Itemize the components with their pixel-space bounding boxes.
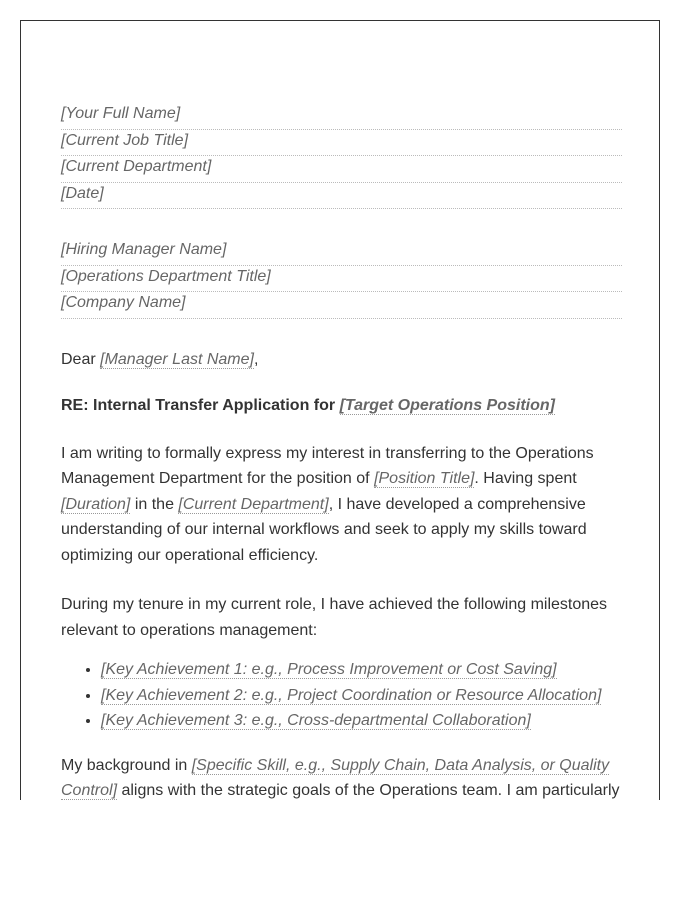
subject-prefix: RE: Internal Transfer Application for — [61, 396, 340, 414]
recipient-manager-name[interactable]: [Hiring Manager Name] — [61, 241, 227, 258]
achievements-list — [61, 657, 622, 734]
para1-position-title[interactable]: [Position Title] — [374, 470, 475, 487]
recipient-company-line — [61, 292, 622, 319]
para3-text-2: aligns with the strategic goals of the Operations team. I am particularly — [117, 782, 620, 799]
recipient-company[interactable]: [Company Name] — [61, 294, 186, 311]
spacer — [61, 209, 622, 239]
sender-name-line — [61, 103, 622, 130]
list-item — [101, 657, 622, 683]
achievement-2[interactable]: [Key Achievement 2: e.g., Project Coordination or Resource Allocation] — [101, 686, 602, 704]
para1-text-3: in the — [130, 495, 179, 513]
salutation — [61, 349, 622, 371]
recipient-department-line — [61, 266, 622, 293]
letter-date[interactable]: [Date] — [61, 184, 104, 202]
subject-line — [61, 395, 622, 417]
salutation-suffix: , — [253, 350, 259, 368]
para1-text-4: , I have developed a comprehensive understanding of our internal workflows and seek to apply my skills toward optimizing our operational efficiency. — [61, 495, 587, 564]
sender-block — [61, 103, 622, 209]
salutation-prefix: Dear — [61, 350, 101, 368]
recipient-name-line — [61, 239, 622, 266]
para1-text-1: I am writing to formally express my interest in transferring to the Operations Management Department for the position of — [61, 444, 594, 487]
achievement-3[interactable]: [Key Achievement 3: e.g., Cross-departmental Collaboration] — [101, 712, 531, 729]
sender-department-line — [61, 156, 622, 183]
list-item — [101, 683, 622, 709]
para3-text-1: My background in — [61, 756, 192, 774]
para1-duration[interactable]: [Duration] — [61, 495, 131, 513]
sender-job-title[interactable]: [Current Job Title] — [61, 131, 189, 149]
letter-body — [61, 103, 622, 800]
recipient-department-title[interactable]: [Operations Department Title] — [61, 267, 271, 285]
subject-position[interactable]: [Target Operations Position] — [339, 396, 555, 414]
paragraph-intro — [61, 441, 622, 569]
recipient-block — [61, 239, 622, 319]
sender-department[interactable]: [Current Department] — [61, 158, 212, 175]
para2-text: During my tenure in my current role, I have achieved the following milestones relevant to operations management: — [61, 596, 608, 639]
sender-job-title-line — [61, 130, 622, 157]
para1-current-department[interactable]: [Current Department] — [178, 495, 329, 513]
achievement-1[interactable]: [Key Achievement 1: e.g., Process Improvement or Cost Saving] — [101, 661, 557, 678]
date-line — [61, 183, 622, 210]
paragraph-background — [61, 753, 622, 801]
letter-page — [20, 20, 660, 800]
para3-skill[interactable]: [Specific Skill, e.g., Supply Chain, Data Analysis, or Quality Control] — [61, 756, 610, 799]
salutation-manager-name[interactable]: [Manager Last Name] — [100, 350, 254, 368]
para1-text-2: . Having spent — [474, 470, 577, 487]
sender-full-name[interactable]: [Your Full Name] — [61, 105, 181, 122]
list-item — [101, 708, 622, 734]
paragraph-milestones — [61, 592, 622, 643]
